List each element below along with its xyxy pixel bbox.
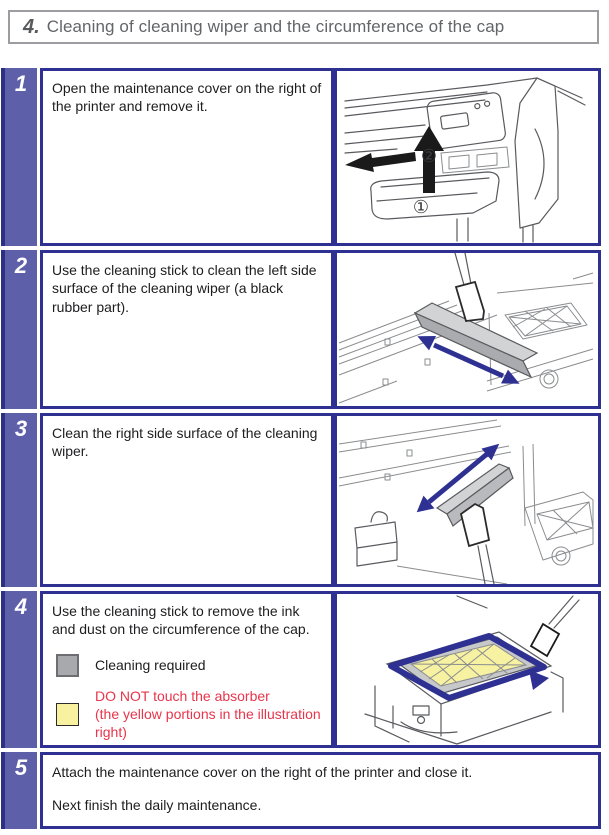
section-title: Cleaning of cleaning wiper and the circumference of the cap [46,17,505,36]
callout-1: ① [412,197,430,218]
step-instruction [40,250,334,409]
step-4-illustration [334,591,601,748]
legend-label-cleaning: Cleaning required [95,657,206,674]
step-row-2 [1,250,601,409]
step-5-text: Attach the maintenance cover on the right of the printer and close it. [52,764,473,780]
cap-circumference-drawing [337,594,598,745]
step-5-text2: Next finish the daily maintenance. [52,797,262,814]
legend-row-cleaning [56,654,323,677]
step-number-badge: 5 [1,752,37,829]
legend-label-absorber: DO NOT touch the absorber (the yellow portions in the illustration right) [95,687,321,741]
step-row-4 [1,591,601,748]
wiper-left-side-drawing [337,253,598,406]
section-title-box [8,10,599,44]
step-instruction [40,68,334,246]
step-2-text: Use the cleaning stick to clean the left side surface of the cleaning wiper (a black rubber part). [52,262,317,315]
yellow-swatch [56,703,79,726]
steps-table [1,68,601,829]
step-3-text: Clean the right side surface of the cleaning wiper. [52,425,318,460]
step-number-badge: 4 [1,591,37,748]
step-number-badge: 3 [1,413,37,587]
step-instruction [40,413,334,587]
gray-swatch [56,654,79,677]
step-1-illustration [334,68,601,246]
step-instruction [40,591,334,748]
step-row-3 [1,413,601,587]
section-number: 4. [23,15,40,38]
step-4-text: Use the cleaning stick to remove the ink and dust on the circumference of the cap. [52,603,310,638]
legend-row-absorber [56,687,323,742]
step-3-illustration [334,413,601,587]
callout-2: ② [420,146,438,167]
step-2-illustration [334,250,601,409]
step-1-text: Open the maintenance cover on the right of the printer and remove it. [52,80,322,115]
legend [56,654,323,742]
step-instruction [40,752,601,829]
printer-maintenance-cover-drawing [337,71,598,243]
step-row-1 [1,68,601,246]
step-number-badge: 2 [1,250,37,409]
step-row-5 [1,752,601,829]
step-number-badge: 1 [1,68,37,246]
wiper-right-side-drawing [337,416,598,584]
